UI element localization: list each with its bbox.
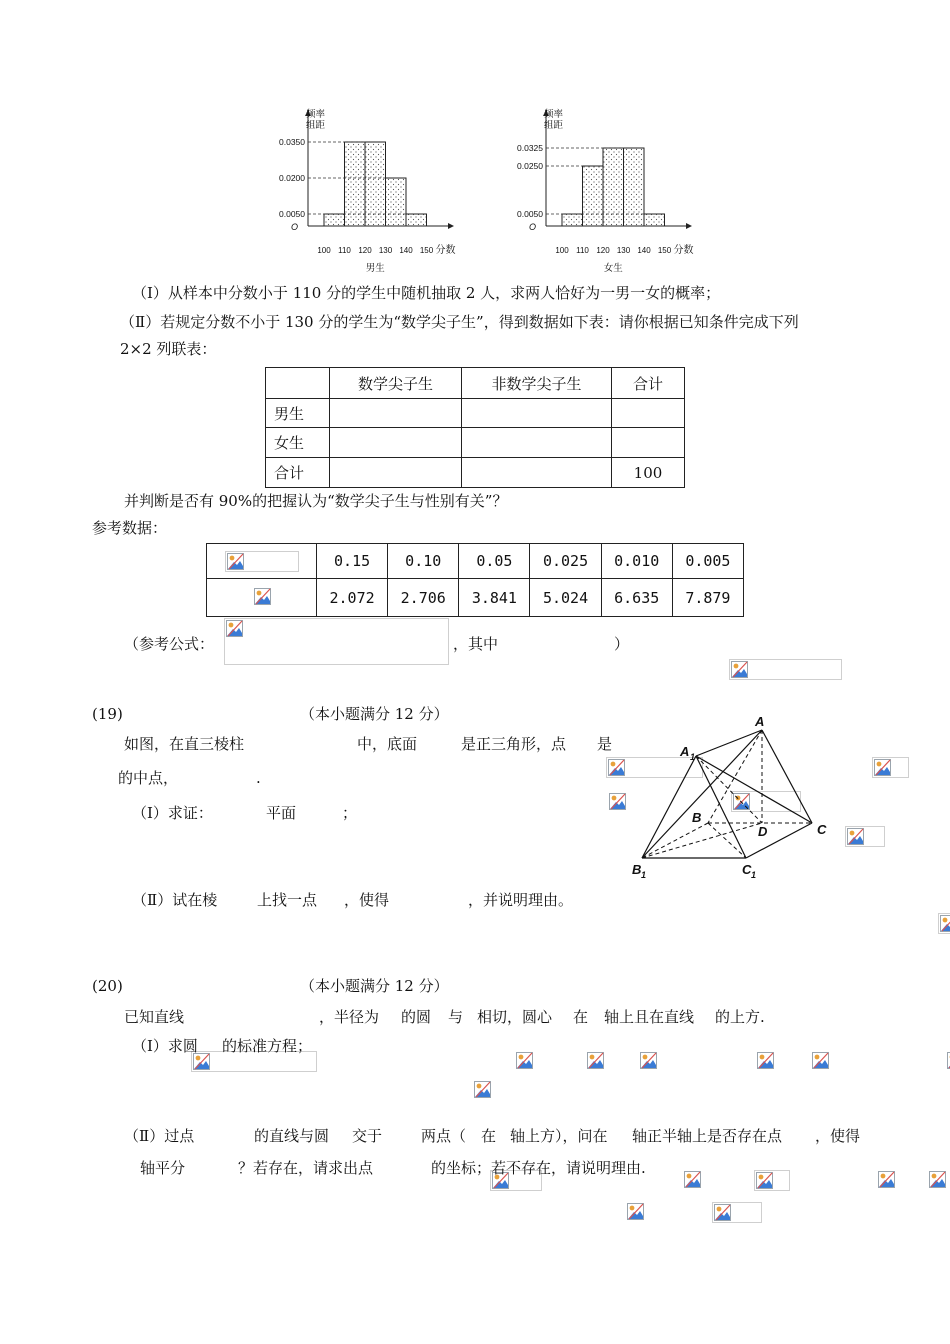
label-A1-sub: 1 bbox=[690, 752, 696, 762]
broken-image-icon bbox=[811, 1051, 829, 1072]
histogram-bar bbox=[365, 142, 386, 226]
q18-formula-mid: ，其中 bbox=[453, 635, 499, 653]
y-tick-label: 0.0250 bbox=[517, 161, 543, 171]
broken-image-icon bbox=[845, 826, 885, 847]
ref-p-value: 0.10 bbox=[388, 544, 459, 579]
x-tick-label: 130 bbox=[616, 246, 631, 255]
broken-image-icon bbox=[515, 1051, 534, 1072]
q20-text1-f: 在 bbox=[573, 1008, 589, 1026]
q18-judge: 并判断是否有 90%的把握认为“数学尖子生与性别有关”？ bbox=[124, 492, 508, 510]
x-tick-label: 100 bbox=[317, 246, 331, 255]
ref-p-value: 0.025 bbox=[530, 544, 601, 579]
x-tick-label: 140 bbox=[637, 246, 651, 255]
broken-image-icon bbox=[225, 551, 299, 572]
q20-part2-f: 轴上方），问在 bbox=[510, 1127, 608, 1145]
x-axis-label: 分数 bbox=[673, 245, 694, 256]
ct-cell bbox=[462, 428, 612, 458]
x-axis-arrow bbox=[448, 223, 454, 229]
y-axis-label: 频率 bbox=[544, 109, 564, 120]
histogram-bar bbox=[406, 214, 427, 226]
q19-part1-a: （Ⅰ）求证： bbox=[132, 804, 213, 822]
histogram-bar bbox=[324, 214, 345, 226]
origin-label: O bbox=[528, 222, 536, 232]
x-tick-label: 150 bbox=[419, 246, 434, 255]
broken-image-icon bbox=[877, 1170, 895, 1191]
q20-part2-g: 轴正半轴上是否存在点 bbox=[632, 1127, 783, 1145]
ct-cell bbox=[612, 428, 685, 458]
contingency-table bbox=[265, 367, 685, 488]
q20-number: (20) bbox=[92, 977, 123, 995]
label-B1: B bbox=[632, 862, 642, 877]
broken-image-icon bbox=[626, 1202, 644, 1223]
origin-label: O bbox=[290, 222, 298, 232]
q20-part1-a: （Ⅰ）求圆 bbox=[132, 1037, 198, 1055]
q18-part2-line2: 2×2 列联表： bbox=[120, 340, 217, 358]
x-tick-label: 130 bbox=[378, 246, 393, 255]
ref-p-header bbox=[207, 544, 317, 579]
histogram-bar bbox=[583, 166, 604, 226]
broken-image-icon bbox=[224, 618, 449, 665]
x-tick-label: 110 bbox=[576, 246, 589, 255]
ct-header-total: 合计 bbox=[612, 368, 685, 399]
q20-part2-a: （Ⅱ）过点 bbox=[124, 1127, 195, 1145]
q20-text1-c: 的圆 bbox=[401, 1008, 432, 1026]
ct-header-top: 数学尖子生 bbox=[330, 368, 462, 399]
broken-image-icon bbox=[872, 757, 909, 778]
broken-image-icon bbox=[639, 1051, 657, 1072]
broken-image-icon bbox=[928, 1170, 946, 1191]
q20-text1-d: 与 bbox=[448, 1008, 464, 1026]
broken-image-icon bbox=[253, 587, 271, 608]
q18-ref-label: 参考数据： bbox=[92, 519, 168, 537]
q18-part2-line1: （Ⅱ）若规定分数不小于 130 分的学生为“数学尖子生”，得到数据如下表：请你根据已知条件完成下列 bbox=[120, 313, 799, 331]
q20-part2-h: ，使得 bbox=[815, 1127, 861, 1145]
x-tick-label: 120 bbox=[358, 246, 372, 255]
ct-row-male-label: 男生 bbox=[266, 399, 330, 428]
q20-part2-d: 两点（ bbox=[421, 1127, 467, 1145]
q19-text1-d: 是 bbox=[597, 735, 613, 753]
y-tick-label: 0.0350 bbox=[279, 137, 305, 147]
prism-figure bbox=[624, 710, 836, 882]
histogram-female bbox=[500, 98, 720, 276]
ref-k-value: 6.635 bbox=[601, 579, 672, 617]
ref-p-value: 0.15 bbox=[317, 544, 388, 579]
q20-part2-e: 在 bbox=[481, 1127, 497, 1145]
q20-part2-b: 的直线与圆 bbox=[254, 1127, 330, 1145]
label-C: C bbox=[817, 822, 827, 837]
x-axis-arrow bbox=[686, 223, 692, 229]
q19-text1-c: 是正三角形，点 bbox=[461, 735, 567, 753]
q20-text1-h: 的上方. bbox=[715, 1008, 765, 1026]
ct-corner bbox=[266, 368, 330, 399]
x-tick-label: 110 bbox=[338, 246, 351, 255]
q19-part2-a: （Ⅱ）试在棱 bbox=[132, 891, 218, 909]
q18-formula-suffix: ） bbox=[614, 635, 630, 653]
q19-text2-b: . bbox=[256, 769, 261, 787]
ct-row-total-label: 合计 bbox=[266, 458, 330, 488]
ct-cell bbox=[462, 458, 612, 488]
broken-image-icon bbox=[683, 1170, 701, 1191]
broken-image-icon bbox=[754, 1170, 790, 1191]
q19-text1-a: 如图，在直三棱柱 bbox=[124, 735, 245, 753]
ct-cell bbox=[612, 399, 685, 428]
q19-number: (19) bbox=[92, 705, 123, 723]
y-tick-label: 0.0050 bbox=[517, 209, 543, 219]
y-axis-label: 组距 bbox=[306, 120, 326, 131]
broken-image-icon bbox=[473, 1080, 491, 1101]
q19-part2-c: ，使得 bbox=[344, 891, 390, 909]
label-C1: C bbox=[742, 862, 752, 877]
broken-image-icon bbox=[712, 1202, 762, 1223]
broken-image-icon bbox=[729, 659, 842, 680]
q20-part2-c: 交于 bbox=[352, 1127, 383, 1145]
q20-text1-b: ，半径为 bbox=[319, 1008, 380, 1026]
ct-header-nontop: 非数学尖子生 bbox=[462, 368, 612, 399]
ref-k-value: 2.072 bbox=[317, 579, 388, 617]
y-tick-label: 0.0050 bbox=[279, 209, 305, 219]
ref-k-value: 3.841 bbox=[459, 579, 530, 617]
ct-cell bbox=[462, 399, 612, 428]
x-tick-label: 120 bbox=[596, 246, 610, 255]
label-C1-sub: 1 bbox=[751, 870, 757, 880]
q18-formula-prefix: （参考公式： bbox=[124, 635, 215, 653]
broken-image-icon bbox=[938, 913, 950, 934]
broken-image-icon bbox=[586, 1051, 604, 1072]
histogram-male bbox=[262, 98, 482, 276]
ref-k-value: 7.879 bbox=[672, 579, 743, 617]
x-tick-label: 100 bbox=[555, 246, 569, 255]
histogram-bar bbox=[562, 214, 583, 226]
q19-part1-c: ； bbox=[342, 804, 358, 822]
histogram-title: 女生 bbox=[603, 263, 623, 274]
q19-score: （本小题满分 12 分） bbox=[300, 705, 449, 723]
histogram-bar bbox=[644, 214, 665, 226]
x-axis-label: 分数 bbox=[435, 245, 456, 256]
ref-k-value: 5.024 bbox=[530, 579, 601, 617]
broken-image-icon bbox=[756, 1051, 774, 1072]
y-tick-label: 0.0200 bbox=[279, 173, 305, 183]
y-axis-label: 频率 bbox=[306, 109, 326, 120]
q19-text2-a: 的中点， bbox=[118, 769, 179, 787]
q20-part3-b: ？若存在，请求出点 bbox=[238, 1159, 374, 1177]
ct-cell bbox=[330, 428, 462, 458]
q20-text1-a: 已知直线 bbox=[124, 1008, 185, 1026]
y-tick-label: 0.0325 bbox=[517, 143, 543, 153]
histogram-title: 男生 bbox=[365, 263, 385, 274]
ct-grand-total: 100 bbox=[612, 458, 685, 488]
ref-k-value: 2.706 bbox=[388, 579, 459, 617]
q19-part1-b: 平面 bbox=[266, 804, 297, 822]
label-A: A bbox=[755, 714, 765, 729]
x-tick-label: 140 bbox=[399, 246, 413, 255]
q18-part1: （Ⅰ）从样本中分数小于 110 分的学生中随机抽取 2 人，求两人恰好为一男一女的概率； bbox=[132, 284, 721, 302]
label-A1: A bbox=[680, 744, 690, 759]
ct-row-female-label: 女生 bbox=[266, 428, 330, 458]
ref-k-header bbox=[207, 579, 317, 617]
q19-part2-d: ，并说明理由。 bbox=[468, 891, 574, 909]
label-B: B bbox=[692, 810, 702, 825]
q20-text1-g: 轴上且在直线 bbox=[604, 1008, 695, 1026]
label-D: D bbox=[758, 824, 768, 839]
ct-cell bbox=[330, 458, 462, 488]
q20-part3-a: 轴平分 bbox=[140, 1159, 186, 1177]
ref-p-value: 0.05 bbox=[459, 544, 530, 579]
ref-p-value: 0.010 bbox=[601, 544, 672, 579]
q20-part1-b: 的标准方程； bbox=[222, 1037, 313, 1055]
label-B1-sub: 1 bbox=[641, 870, 647, 880]
histogram-bar bbox=[386, 178, 407, 226]
q20-text1-e: 相切，圆心 bbox=[477, 1008, 553, 1026]
histogram-bar bbox=[345, 142, 366, 226]
ref-p-value: 0.005 bbox=[672, 544, 743, 579]
ct-cell bbox=[330, 399, 462, 428]
q20-score: （本小题满分 12 分） bbox=[300, 977, 449, 995]
y-axis-label: 组距 bbox=[544, 120, 564, 131]
x-tick-label: 150 bbox=[657, 246, 672, 255]
broken-image-icon bbox=[946, 1051, 950, 1072]
q20-part3-c: 的坐标；若不存在，请说明理由. bbox=[431, 1159, 646, 1177]
reference-table bbox=[206, 543, 744, 617]
q19-part2-b: 上找一点 bbox=[257, 891, 318, 909]
q19-text1-b: 中，底面 bbox=[357, 735, 418, 753]
